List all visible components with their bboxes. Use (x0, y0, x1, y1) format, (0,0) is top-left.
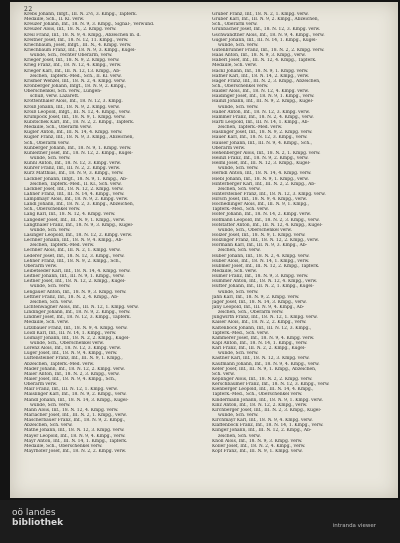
entry-line: Klaffenböck Franz, Inf., 18. N. 14, 1. Kmpg., verw. (212, 423, 324, 429)
entry-line: zeichen, Tapferk.-Med., II. Kl., Sch. verw. (30, 181, 122, 187)
entry-line: Klinger Johann, Inf., III. N. 12, 2. Kmpg., Ab- (212, 428, 312, 434)
entry-line: Haberl Josef, Inf., III. N. 12, 4. Kmpg., Tapferk. (212, 58, 317, 64)
entry-line: Hinterberger Karl, Inf., III. N. 2, 2. Kmpg., Ab- (212, 181, 316, 187)
entry-line: Krebs Johann, Infgt., III. N. 2½, 3. Kmpg., Tapferk. (24, 12, 138, 17)
entry-line: wunde, Sch. verw. (218, 412, 259, 418)
entry-line: Lindner Josef, Inf., 18. N. 12, 3. Kmpg., Tapferk. (24, 315, 131, 321)
entry-line: Kreuzer Johann, Inf., 18. N. 9, 3. Kmpg., Signal-, Verwund. (24, 22, 155, 28)
entry-line: Kaltenböck Johann, Inf., III. N. 12, 3. Kmpg., (212, 325, 312, 331)
entry-line: Hörmann Karl, Inf., III. N. 9, 3. Kmpg., Ab- (212, 243, 308, 249)
entry-line: Haas Anton, Inf., 18. N. 9, 3. Kmpg., verw. (212, 53, 306, 59)
logo-line-1: oö landes (12, 508, 56, 518)
entry-line: Hiebl Johann, Inf., 18. N. 9, 1. Kmpg., verw. (212, 176, 309, 182)
entry-line: Mascherbauer Franz, Inf., 18. N. 9, 2. Kmpg., (24, 418, 126, 424)
entry-line: Kinz Anton, Inf., 18. N. 12, 2. Kmpg., verw. (212, 402, 308, 408)
entry-line: Huber Johann, Inf., 18. N. 2, 4. Kmpg. verw. (212, 253, 310, 259)
entry-line: Kreil Franz, Inf., 18. N. 9, 4. Kmpg., Abzeichen m. d. (24, 32, 141, 38)
entry-line: Langthaler Franz, Inf., 18. N. 9, 3. Kmpg., Kugel- (24, 222, 134, 228)
entry-line: Kriechbaum, Josef, Infgt., III. N., 4. Kmpg. verw. (24, 42, 132, 48)
entry-line: Knoll Alois, Inf., 18. N. 9, 3. Kmpg. verw. (212, 438, 303, 444)
entry-line: Lamplmayr Alois, Inf., 18. N. 9, 2. Kmpg. verw. (24, 197, 129, 203)
entry-line: Lahner Franz, Inf., III. N. 14, 4. Kmpg., verw. (24, 191, 125, 197)
entry-line: Jäger Josef, Inf., 18. N. 14, 3. Kmpg., verw. (212, 299, 307, 305)
entry-line: Helml Josef, Inf., III. N. 12, 3. Kmpg., Kugel- (212, 161, 311, 167)
entry-line: Hintersteiner Franz, Inf., 18. N. 12, 3. Kmpg. verw. (212, 191, 326, 197)
entry-line: Herndl Anton, Inf., 18. N. 14, 4. Kmpg. verw. (212, 171, 312, 177)
entry-line: Lasinger Leopold, Inf., 18. N. 12, 2. Kmpg. verw. (24, 233, 133, 239)
entry-line: Mair Franz, Inf., III. N. 12, 1. Kmpg. verw. (24, 387, 118, 393)
entry-line: Haider Alois, Inf., 18. N. 12, 4. Kmpg. verw. (212, 89, 309, 95)
entry-line: wunde, Sch. verw. (30, 402, 71, 408)
entry-line: Mariacher Josef, Inf., III. N. 2, 1. Kmpg., verw. (24, 412, 127, 418)
entry-line: Leibetseder Karl, Inf., 18. N. 14, 4. Kmpg. verw. (24, 269, 131, 275)
entry-line: Humer Franz, Inf., 18. N. 9, 3. Kmpg. verw. (212, 274, 309, 280)
entry-line: Hauser Johann, Inf., III. N. 9, 4. Kmpg., Sch., (212, 140, 312, 146)
entry-line: Mader Johann, Inf., 18. N. 12, 2. Kmpg. verw. (24, 366, 125, 372)
entry-line: Kirchberger Josef, Inf., III. N. 2, 3. Kmpg., Kugel- (212, 407, 322, 413)
entry-line: Heinzl Franz, Inf., 18. N. 9, 2. Kmpg., verw. (212, 155, 309, 161)
entry-line: Kreitner Josef, Inf., 18. N. 12, 11. Kmpg., verw. (24, 37, 129, 43)
entry-line: Lichtenwagner Alois, Inf., III. N. 12, 1. Kmpg. verw. (24, 305, 139, 311)
entry-line: Huber Alois, Inf., 18. N. 14, 1. Kmpg., verw. (212, 258, 310, 264)
entry-line: zeichen, Tapferk.-Med. verw. (218, 125, 283, 131)
entry-line: Lehner Franz, Inf., 18. N. 9, 2. Kmpg., Sch., (24, 258, 122, 264)
entry-line: Medaille, Sch., II. Kl. verw. (24, 17, 85, 23)
entry-line: Krottenthaler Alois, Inf., 18. N. 12, 3. Kmpg. (24, 99, 123, 105)
entry-line: Lechner Johann, Inf., 18. N. 9, 4. Kmpg., Ab- (24, 238, 123, 244)
entry-line: Hafner Karl, Inf., 18. N. 14, 2. Kmpg., verw. (212, 73, 310, 79)
entry-line: Medaille, Sch., Oberschenkel verw. (24, 443, 103, 449)
entry-line: zeichen, Sch. verw. (218, 433, 261, 439)
entry-line: Holzinger Franz, Inf., 18. N. 12, 2. Kmpg., verw. (212, 238, 319, 244)
entry-line: Hofer Johann, Inf., 18. N. 14, 2. Kmpg. verw. (212, 212, 312, 218)
entry-line: Oberarm verw. (212, 145, 246, 151)
entry-line: Abzeichen, Sch. verw. (24, 423, 73, 429)
entry-line: Sch., Oberarm verw. (212, 22, 258, 28)
entry-line: Maier Anton, Inf., 18. N. 2, 3. Kmpg., verw. (24, 371, 120, 377)
entry-line: wunde, Sch., Oberschenkel verw. (218, 227, 293, 233)
entry-line: Luftensteiner Franz, Inf., III. N. 9, 1. Kmpg., (24, 356, 123, 362)
entry-line: Kerschbaumer Franz, Inf., 18. N. 12, 3. Kmpg., verw. (212, 382, 330, 388)
entry-line: Leitner Josef, Inf., 18. N. 12, 2. Kmpg., Kugel- (24, 279, 126, 285)
entry-line: Koller Josef, Inf., 18. N. 2, 4. Kmpg., verw. (212, 443, 306, 449)
entry-line: Maier Josef, Inf., 18. N. 9, 4. Kmpg., Sch., (24, 376, 117, 382)
entry-line: Lorenz Alois, Inf., 18. N. 12, 3. Kmpg. verw. (24, 346, 122, 352)
entry-line: Kühleitner Josef, Inf., 18. N. 12, 2. Kmpg., Kugel- (24, 150, 133, 156)
entry-line: Kugler Anton, Inf., III. N. 14, 4. Kmpg. verw. (24, 130, 123, 136)
entry-line: Kaufmann Johann, Inf., 18. N. 9, 4. Kmpg., verw. (212, 361, 320, 367)
entry-line: Loimayr Johann, Inf., 18. N. 2, 2. Kmpg., Kugel- (24, 335, 130, 341)
entry-line: Hager Franz, Inf., III. N. 2, 3. Kmpg., Abzeichen, (212, 78, 321, 84)
entry-line: wunde, Sch. verw. (218, 289, 259, 295)
entry-line: Kirchmayr Karl, Inf., 18. N. 9, 4. Kmpg. verw. (212, 418, 313, 424)
entry-line: Kastner Karl, Inf., 18. N. 12, 3. Kmpg. verw. (212, 356, 310, 362)
entry-line: Kammerer Josef, Inf., 18. N. 9, 4. Kmpg. verw. (212, 335, 315, 341)
entry-line: Hofstätter Anton, Inf., III. N. 12, 4. Kmpg., Kugel- (212, 222, 323, 228)
text-column-right (212, 12, 390, 494)
entry-line: Medaille, Sch., Oberarm verw. (24, 125, 92, 131)
entry-line: Kaiser Alois, Inf., 18. N. 2, 2. Kmpg., verw. (212, 320, 307, 326)
entry-line: Grünbacher Josef, Inf., 18. N. 12, 3. Kmpg. verw. (212, 27, 321, 33)
entry-line: wunde, Sch. verw. (30, 284, 71, 290)
entry-line: Mayr Anton, Inf., III. N. 14, 1. Kmpg., Tapferk. (24, 438, 128, 444)
entry-line: Kühnl Anton, Inf., 18. N. 12, 3. Kmpg. verw. (24, 161, 122, 167)
entry-line: wunde, Sch. verw. (218, 166, 259, 172)
logo-line-2: bibliothek (12, 518, 64, 528)
entry-line: Haidinger Josef, Inf., 18. N. 9, 1. Kmpg., verw. (212, 94, 315, 100)
entry-line: Litzlbauer Franz, Inf., 18. N. 9, 4. Kmpg. verw. (24, 325, 128, 331)
entry-line: Sch., Oberschenkel verw. (212, 83, 269, 89)
entry-line: Mayrhofer Josef, Inf., 18. N. 2, 2. Kmpg. verw. (24, 448, 127, 454)
entry-line: Langeder Josef, Inf., III. N. 9, 1. Kmpg., verw. (24, 217, 125, 223)
entry-line: Mathe Johann, Inf., 18. N. 12, 3. Kmpg. verw. (24, 428, 125, 434)
entry-line: Hofmann Leopold, Inf., 18. N. 2, 3. Kmpg., verw. (212, 217, 320, 223)
entry-line: Leitner Johann, Inf., III. N. 9, 1. Kmpg., verw. (24, 274, 125, 280)
entry-line: wunde, Sch. verw. (218, 104, 259, 110)
document-page (10, 2, 398, 498)
entry-line: wunde, Sch. verw. (218, 42, 259, 48)
entry-line: Medaille, Sch. verw. (24, 320, 70, 326)
entry-line: Krismer Wenzel, Inf., 18. N. 2, 4. Kmpg. verw. (24, 78, 126, 84)
entry-line: Kopf Franz, Inf., III. N. 9, 1. Kmpg. verw. (212, 448, 303, 454)
entry-line: Jungwirth Franz, Inf., 18. N. 12, 1. Kmpg. verw. (212, 315, 318, 321)
entry-line: Kurz Matthias, Inf., 18. N. 9, 3. Kmpg., verw. (24, 171, 124, 177)
entry-line: Landl Johann, Inf., 18. N. 2, 3. Kmpg., Abzeichen, (24, 202, 135, 208)
entry-line: Kapl Anton, Inf., 18. N. 14, 1. Kmpg., verw. (212, 341, 308, 346)
entry-line: Krieg Franz, Inf., 18. N. 12, 4. Kmpg., verw. (24, 63, 122, 69)
entry-line: Hainzl Johann, Inf., III. N. 9, 2. Kmpg., Kugel- (212, 99, 314, 105)
library-logo[interactable] (12, 508, 63, 528)
entry-line: Jany Leopold, Inf., III. N. 9, 4. Kmpg., Ab- (212, 305, 305, 311)
entry-line: Kienberger Leopold, Inf., III. N. 14, 4. Kmpg., (212, 387, 314, 393)
text-column-left (24, 12, 202, 494)
entry-line: zeichen, Sch. verw. (218, 186, 261, 192)
entry-line: wunde, Sch. verw. (30, 227, 71, 233)
entry-line: wunde, Sch. verw. (218, 351, 259, 357)
entry-line: Kreuzer Alois, Inf., 18. N., 2. Kmpg. verw. (24, 27, 117, 33)
entry-line: Oberarm verw. (24, 263, 58, 269)
entry-line: Lackner Josef, Inf., 18. N. 12, 2. Kmpg. verw. (24, 186, 124, 192)
entry-line: Jahn Karl, Inf., 18. N. 9, 2. Kmpg. verw. (212, 294, 300, 300)
entry-line: wunde, Sch. verw. (30, 155, 71, 161)
entry-line: Hubmer Josef, Inf., III. N. 12, 2. Kmpg., Tapferk. (212, 263, 320, 269)
entry-line: Sch., Oberarm verw. (24, 140, 70, 146)
entry-line: Tapferk.-Med., Sch. verw. (212, 207, 269, 213)
entry-line: Sch., Oberschenkel verw. (24, 207, 81, 213)
entry-line: Lackner Johann, Infgt., 18. N. 9, 1. Kmpg., Ab- (24, 176, 128, 182)
entry-line: Lettner Franz, Inf., 18. N. 2, 4. Kmpg., Ab- (24, 294, 119, 300)
entry-line: Hammer Franz, Inf., 18. N. 2, 4. Kmpg., verw. (212, 114, 314, 120)
page-number: 22 (24, 6, 33, 13)
entry-line: Kührer Franz, Inf., III. N. 2, 2. Kmpg. verw. (24, 166, 121, 172)
entry-line: Tapferk.-Med., Sch., Oberschenkel verw. (212, 392, 303, 398)
entry-line: Gruber Franz, Inf., 18. N. 2, 1. Kmpg. verw. (212, 12, 309, 17)
entry-line: Gschwandtner Alois, Inf., 18. N. 9, 4. Kmpg., verw. (212, 32, 325, 38)
entry-line: Keplinger Alois, Inf., 18. N. 2, 2. Kmpg. verw. (212, 376, 313, 382)
entry-line: Krieger Karl, Inf., III. N. 12, 13. Kmpg., Ab- (24, 68, 121, 74)
entry-line: Maislinger Karl, Inf., 18. N. 9, 2. Kmpg., verw. (24, 392, 127, 398)
viewer-provider-label: intranda viewer (332, 523, 376, 529)
entry-line: Sch. verw. (212, 371, 235, 377)
entry-line: Haller Anton, Inf., 18. N. 12, 3. Kmpg. verw. (212, 109, 310, 115)
entry-line: Lederer Josef, Inf., 18. N. 12, 3. Kmpg., verw. (24, 253, 125, 259)
entry-line: Gruber Karl, Inf., III. N. 9, 2. Kmpg., Abzeichen, (212, 17, 319, 23)
entry-line: Kubitschek Karl, Inf., 18. N. 2, 2. Kmpg., Tapferk. (24, 119, 135, 125)
entry-line: Mandl Johann, Inf., 18. N. 14, 3. Kmpg., Kugel- (24, 397, 129, 403)
entry-line: Hackl Johann, Inf., 18. N. 9, 1. Kmpg. verw. (212, 68, 309, 74)
entry-line: Oberschenkel, Sch. verw., Lungen- (24, 89, 102, 95)
entry-line: Abzeichen, Tapferk.-Med. verw. (24, 361, 95, 367)
entry-line: Kroiß Leopold, Infgt., III. N. 12, 4. Kmpg., verw. (24, 109, 131, 115)
entry-line: Medaille, Sch. verw. (212, 269, 258, 275)
entry-line: Kronberger Johann, Infgt., 18. N. 9, 2. Kmpg., (24, 83, 127, 89)
entry-line: Lang Karl, Inf., 18. N. 12, 4. Kmpg. verw. (24, 212, 116, 218)
entry-line: zeichen, Sch., Oberarm verw. (218, 310, 284, 316)
entry-line: Luger Josef, Inf., 18. N. 9, 4. Kmpg., verw. (24, 351, 118, 357)
entry-line: zeichen, Tapferk.-Med., Sch., II. Kl. verw. (30, 73, 122, 79)
entry-line: Hummer Anton, Inf., 18. N. 12, 4. Kmpg., verw. (212, 279, 318, 285)
entry-line: Hochedlinger Alois, Inf., III. N. 9, 1. Kmpg., (212, 202, 309, 208)
entry-line: Kindermann Johann, Inf., 18. N. 9, 1. Kmpg. verw. (212, 397, 323, 403)
entry-line: Tapferk.-Med., Sch. verw. (212, 330, 269, 336)
entry-line: Karl Franz, Inf., III. N. 2, 2. Kmpg., Kugel- (212, 346, 306, 352)
entry-line: Kefer Josef, Inf., III. N. 9, 1. Kmpg., Abzeichen, (212, 366, 317, 372)
viewer-footer (0, 500, 400, 543)
entry-line: Haslinger Josef, Inf., 18. N. 9, 2. Kmpg. verw. (212, 130, 313, 136)
entry-line: Hütter Johann, Inf., III. N. 2, 1. Kmpg., Kugel- (212, 284, 314, 290)
entry-line: zeichen, Sch. verw. (218, 248, 261, 254)
entry-line: Kugler Franz, Inf., 18. N. 9, 3. Kmpg., Abzeichen, (24, 135, 134, 141)
entry-line: Hirsch Josef, Inf., 18. N. 9, 4. Kmpg., verw. (212, 197, 307, 203)
entry-line: Hehenberger Alois, Inf., 18. N. 2, 1. Kmpg. verw. (212, 150, 321, 156)
entry-line: Kroiß Johann, Inf., 18. N. 9, 2. Kmpg. verw. (24, 104, 120, 110)
entry-line: Krumpöck Josef, Inf., 18. N. 9, 1. Kmpg. verw. (24, 114, 126, 120)
entry-line: Krieger Josef, Inf., 18. N. 9, 2. Kmpg. verw. (24, 58, 120, 64)
entry-line: Hauer Karl, Inf., 18. N. 12, 3. Kmpg., verw. (212, 135, 308, 141)
entry-line: Oberarm verw. (24, 382, 58, 388)
entry-line: Lindinger Johann, Inf., 18. N. 9, 2. Kmpg., verw. (24, 310, 131, 316)
entry-line: Kühberger Johann, Inf., 18. N. 9, 1. Kmpg. verw. (24, 145, 132, 151)
entry-line: wunde, Sch., Oberschenkel verw. (30, 341, 105, 346)
entry-line: Gutenbrunner Franz, Inf., 18. N. 2, 2. Kmpg. verw. (212, 47, 325, 53)
entry-line: Lengauer Anton, Inf., 18. N. 9, 3. Kmpg. verw. (24, 289, 127, 295)
entry-line: Gugler Johann, Inf., III. N. 14, 1. Kmpg., Kugel- (212, 37, 318, 43)
entry-line: Hartl Leopold, Inf., III. N. 14, 1. Kmpg., Ab- (212, 119, 309, 125)
entry-line: Mayer Leopold, Inf., 18. N. 9, 4. Kmpg., verw. (24, 433, 126, 439)
entry-line: zeichen, Tapferk.-Med. verw. (30, 243, 95, 249)
entry-line: schuß, verw. Lazarett. (30, 94, 80, 100)
entry-line: Loidl Karl, Inf., III. N. 14, 1. Kmpg., verw. (24, 330, 117, 336)
entry-line: Lechner Alois, Inf., III. N. 2, 1. Kmpg. verw. (24, 248, 121, 254)
entry-line: zeichen, Sch. verw. (30, 299, 73, 305)
entry-line: Holzer Josef, Inf., 18. N. 9, 1. Kmpg. verw. (212, 233, 306, 239)
entry-line: wunde, Sch., rechter Oberarm, verw. (30, 53, 113, 59)
entry-line: Medaille, Sch. verw. (212, 63, 258, 69)
entry-line: Kriechbaum Franz, Inf., 18. N. 9, 3. Kmpg., Kugel- (24, 47, 136, 53)
entry-line: Mann Alois, Inf., 18. N. 12, 4. Kmpg. verw. (24, 407, 119, 413)
